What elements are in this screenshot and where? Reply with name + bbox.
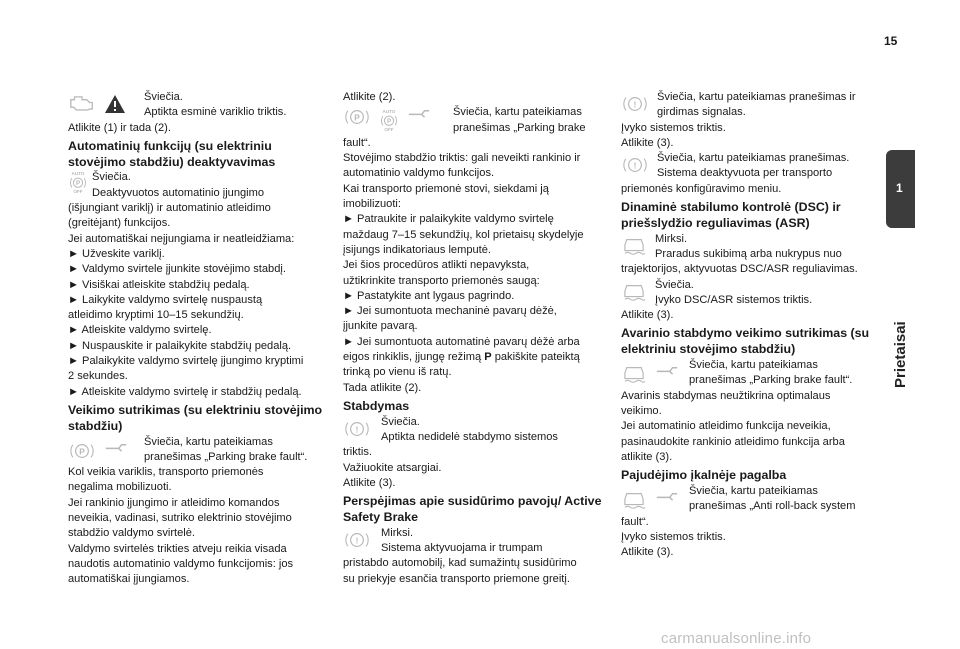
- dsc-fault-indicator: Šviečia. Įvyko DSC/ASR sistemos triktis.: [621, 278, 883, 309]
- parking-brake-fault-indicator: Šviečia, kartu pateikiamas pranešimas „Parking brake fault“.: [68, 435, 330, 466]
- text-line: ► Laikykite valdymo svirtelę nuspaustą: [68, 293, 263, 306]
- parking-brake-icon: [68, 441, 96, 461]
- text-line: imobilizuoti:: [343, 198, 401, 211]
- text-line: (išjungiant variklį) ir automatinio atleidimo: [68, 202, 271, 215]
- text-line: Atlikite (3).: [621, 136, 674, 149]
- text-line: ► Visiškai atleiskite stabdžių pedalą.: [68, 278, 250, 291]
- watermark: carmanualsonline.info: [661, 630, 812, 647]
- section-heading: Avarinio stabdymo veikimo sutrikimas (su elektriniu stovėjimo stabdžiu): [621, 326, 870, 357]
- wrench-icon: [104, 441, 128, 454]
- page-number: 15: [884, 34, 898, 48]
- wrench-icon: [655, 490, 679, 503]
- skidding-car-icon: [621, 490, 647, 510]
- text-line: Jei šios procedūros atlikti nepavyksta,: [343, 259, 530, 272]
- engine-icon: [68, 94, 96, 111]
- text-line: fault“.: [343, 136, 371, 149]
- text-line: ► Jei sumontuota mechaninė pavarų dėžė,: [343, 305, 557, 318]
- text-line: Atlikite (3).: [343, 476, 396, 489]
- text-line: 2 sekundes.: [68, 370, 128, 383]
- engine-fault-indicator: Šviečia. Aptikta esminė variklio triktis.: [68, 90, 330, 121]
- skidding-car-icon: [621, 282, 647, 302]
- skidding-car-icon: [621, 236, 647, 256]
- text-line: įjunkite pavarą.: [343, 320, 418, 333]
- text-line: Kol veikia variklis, transporto priemonės: [68, 466, 264, 479]
- text-line: negalima mobilizuoti.: [68, 481, 172, 494]
- text-line: triktis.: [343, 446, 372, 459]
- chapter-tab-label: Prietaisai: [892, 321, 909, 388]
- skidding-car-icon: [621, 364, 647, 384]
- text-line: užtikrinkite transporto priemonės saugą:: [343, 274, 540, 287]
- text-line: Valdymo svirtelės trikties atveju reikia visada: [68, 542, 287, 555]
- text-line: priemonės konfigūravimo meniu.: [621, 182, 782, 195]
- text-line: Važiuokite atsargiai.: [343, 461, 442, 474]
- brake-warning-icon: [343, 419, 371, 439]
- column-2: Atlikite (2). Šviečia, kartu pateikiamas pranešimas „Parking brake fault“. Stovėjimo stabdžio triktis: gali neveikti rankinio ir automatinio valdymo funkcijos. Kai transporto priemonė stovi, siekdami ją imobilizuoti: ► Patraukite ir palaikykite valdymo svirtelę maždaug 7–15 sekundžių, kol prietaisų skydelyje įsijungs indikatoriaus lemputė. Jei šios procedūros atlikti nepavyksta, užtikrinkite transporto priemonės saugą: ► Pastatykite ant lygaus pagrindo. ► Jei sumontuota mechaninė pavarų dėžė, įjunkite pavarą. ► Jei sumontuota automatinė pavarų dėžė arba eigos rinkiklis, įjungę režimą P pakiškite pateiktą trinką po vienu iš ratų. Tada atlikite (2). Stabdymas Šviečia. Aptikta nedidelė stabdymo sistemos triktis. Važiuokite atsargiai. Atlikite (3). Perspėjimas apie susidūrimo pavojų/ Active Safety Brake Mirksi. Sistema aktyvuojama ir trumpam pristabdo automobilį, kad sumažintų susidūrimo su priekyje esančia transporto priemone greitį.: [343, 90, 605, 587]
- text-line: trajektorijos, aktyvuotas DSC/ASR reguliavimas.: [621, 263, 858, 276]
- asb-fault-indicator: Šviečia, kartu pateikiamas pranešimas ir girdimas signalas.: [621, 90, 883, 121]
- text-line: neveikia, vadinasi, sutriko elektrinio stovėjimo: [68, 512, 292, 525]
- column-1: Šviečia. Aptikta esminė variklio triktis. Atlikite (1) ir tada (2). Automatinių funkcijų (su elektriniu stovėjimo stabdžiu) deaktyvavimas Šviečia. Deaktyvuotos automatinio įjungimo (išjungiant variklį) ir automatinio atleidimo (greitėjant) funkcijos. Jei automatiškai neįjungiama ir neatleidžiama: ► Užveskite variklį. ► Valdymo svirtele įjunkite stovėjimo stabdį. ► Visiškai atleiskite stabdžių pedalą. ► Laikykite valdymo svirtelę nuspaustą atleidimo kryptimi 10–15 sekundžių. ► Atleiskite valdymo svirtelę. ► Nuspauskite ir palaikykite stabdžių pedalą. ► Palaikykite valdymo svirtelę įjungimo kryptimi 2 sekundes. ► Atleiskite valdymo svirtelę ir stabdžių pedalą. Veikimo sutrikimas (su elektriniu stovėjimo stabdžiu) Šviečia, kartu pateikiamas pranešimas „Parking brake fault“. Kol veikia variklis, transporto priemonės negalima mobilizuoti. Jei rankinio įjungimo ir atleidimo komandos neveikia, vadinasi, sutriko elektrinio stovėjimo stabdžio valdymo svirtelė. Valdymo svirtelės trikties atveju reikia visada naudotis automatinio valdymo funkcijomis: jos automatiškai įjungiamos.: [68, 90, 330, 588]
- auto-p-off-icon: [379, 107, 399, 133]
- wrench-icon: [407, 107, 431, 120]
- text-line: su priekyje esančia transporto priemone greitį.: [343, 572, 570, 585]
- text-line: veikimo.: [621, 404, 662, 417]
- text-line: fault“.: [621, 515, 649, 528]
- brake-indicator: Šviečia. Aptikta nedidelė stabdymo sistemos: [343, 415, 605, 446]
- text-line: Avarinis stabdymas neužtikrina optimalaus: [621, 389, 831, 402]
- wrench-icon: [655, 364, 679, 377]
- text-line: Jei rankinio įjungimo ir atleidimo komandos: [68, 496, 280, 509]
- text-line: ► Atleiskite valdymo svirtelę.: [68, 324, 212, 337]
- text-line: atlikite (3).: [621, 450, 673, 463]
- collision-brake-icon: [621, 155, 649, 175]
- text-line: įsijungs indikatoriaus lemputė.: [343, 243, 491, 256]
- warning-icon: [104, 94, 126, 114]
- text-line: naudotis automatinio valdymo funkcijomis: jos: [68, 557, 294, 570]
- text-line: Stovėjimo stabdžio triktis: gali neveikti rankinio ir: [343, 152, 581, 165]
- text-line: stabdžio valdymo svirtelė.: [68, 527, 196, 540]
- hill-start-fault-indicator: Šviečia, kartu pateikiamas pranešimas „Anti roll-back system: [621, 484, 883, 515]
- text-line: Jei automatiškai neįjungiama ir neatleidžiama:: [68, 232, 295, 245]
- text-line: ► Patraukite ir palaikykite valdymo svirtelę: [343, 213, 554, 226]
- section-heading: Perspėjimas apie susidūrimo pavojų/ Active Safety Brake: [343, 494, 602, 525]
- section-heading: Stabdymas: [343, 398, 410, 413]
- text-line: (greitėjant) funkcijos.: [68, 217, 171, 230]
- parking-brake-icon: [343, 107, 371, 127]
- text-line: ► Užveskite variklį.: [68, 247, 165, 260]
- section-heading: Veikimo sutrikimas (su elektriniu stovėjimo stabdžiu): [68, 402, 323, 433]
- collision-brake-icon: [621, 94, 649, 114]
- epb-fault-indicator: Šviečia, kartu pateikiamas pranešimas „Parking brake: [343, 105, 605, 136]
- text-line: automatinio valdymo funkcijos.: [343, 167, 495, 180]
- text-line: ► Nuspauskite ir palaikykite stabdžių pedalą.: [68, 339, 292, 352]
- text-line: maždaug 7–15 sekundžių, kol prietaisų skydelyje: [343, 228, 584, 241]
- section-heading: Automatinių funkcijų (su elektriniu stovėjimo stabdžiu) deaktyvavimas: [68, 138, 276, 169]
- text-line: pasinaudokite rankinio atleidimo funkcija arba: [621, 435, 845, 448]
- text-line: ► Atleiskite valdymo svirtelę ir stabdžių pedalą.: [68, 385, 302, 398]
- text-line: Jei automatinio atleidimo funkcija neveikia,: [621, 420, 831, 433]
- auto-p-off-icon: [68, 170, 88, 194]
- text-line: ► Pastatykite ant lygaus pagrindo.: [343, 289, 515, 302]
- section-heading: Dinaminė stabilumo kontrolė (DSC) ir priešslydžio reguliavimas (ASR): [621, 200, 841, 230]
- text-line: ► Valdymo svirtele įjunkite stovėjimo stabdį.: [68, 263, 286, 276]
- asb-off-indicator: Šviečia, kartu pateikiamas pranešimas. Sistema deaktyvuota per transporto: [621, 151, 883, 182]
- text-line: atleidimo kryptimi 10–15 sekundžių.: [68, 309, 244, 322]
- text-line: Atlikite (3).: [621, 546, 674, 559]
- collision-brake-icon: [343, 530, 371, 550]
- text-line: Atlikite (3).: [621, 309, 674, 322]
- text-line: Įvyko sistemos triktis.: [621, 121, 726, 134]
- text-line: automatiškai įjungiamos.: [68, 573, 190, 586]
- dsc-active-indicator: Mirksi. Praradus sukibimą arba nukrypus nuo: [621, 232, 883, 263]
- section-heading: Pajudėjimo įkalnėje pagalba: [621, 468, 787, 483]
- safety-brake-indicator: Mirksi. Sistema aktyvuojama ir trumpam: [343, 526, 605, 557]
- text-line: pristabdo automobilį, kad sumažintų susidūrimo: [343, 557, 577, 570]
- text-line: Kai transporto priemonė stovi, siekdami ją: [343, 182, 549, 195]
- column-3: [621, 90, 883, 560]
- chapter-tab-number: 1: [896, 181, 903, 195]
- auto-off-indicator: Šviečia. Deaktyvuotos automatinio įjungimo: [68, 170, 330, 201]
- emergency-brake-fault-indicator: Šviečia, kartu pateikiamas pranešimas „Parking brake fault“.: [621, 358, 883, 389]
- text-line: ► Palaikykite valdymo svirtelę įjungimo kryptimi: [68, 355, 304, 368]
- text-line: Įvyko sistemos triktis.: [621, 530, 726, 543]
